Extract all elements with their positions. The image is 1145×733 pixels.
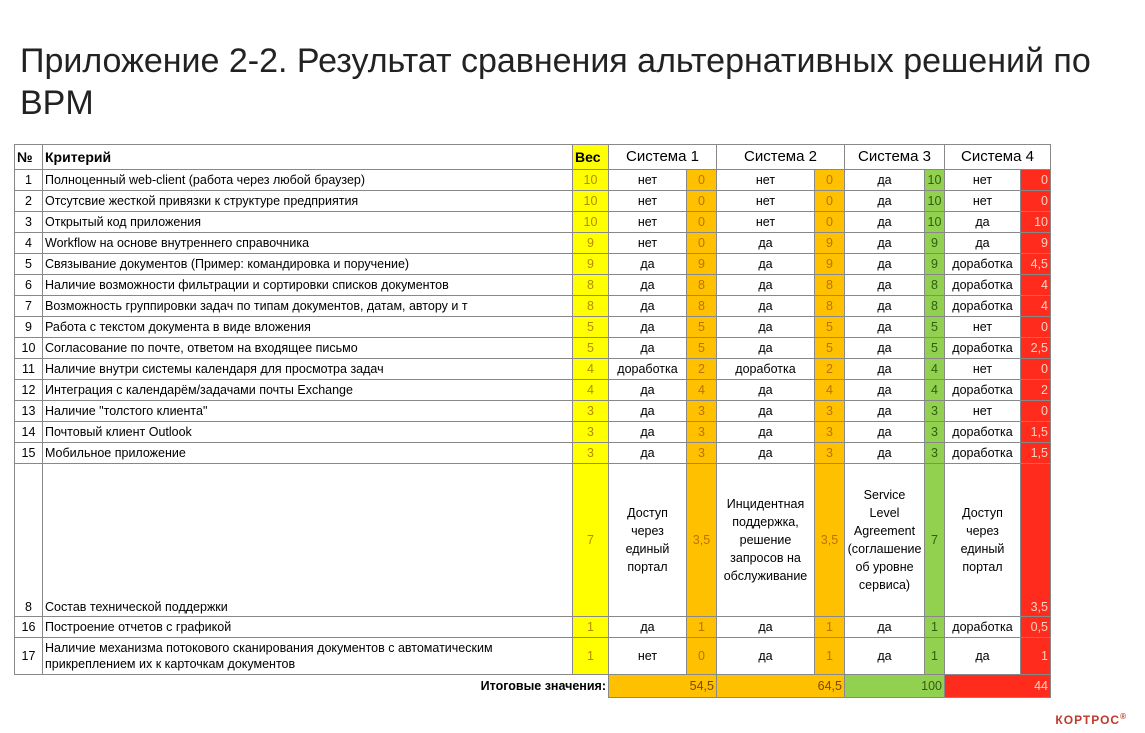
row-weight: 4	[573, 380, 609, 401]
row-weight: 3	[573, 422, 609, 443]
system-3-answer: да	[845, 401, 925, 422]
system-2-score: 3	[815, 401, 845, 422]
system-4-score: 3,5	[1021, 464, 1051, 617]
row-number: 4	[15, 233, 43, 254]
system-1-score: 0	[687, 233, 717, 254]
comparison-table-wrap	[14, 144, 1051, 698]
system-2-answer: да	[717, 233, 815, 254]
row-weight: 3	[573, 443, 609, 464]
table-row	[15, 233, 1051, 254]
system-2-score: 5	[815, 338, 845, 359]
table-row	[15, 638, 1051, 675]
row-criterion: Мобильное приложение	[43, 443, 573, 464]
row-number: 6	[15, 275, 43, 296]
system-4-answer: доработка	[945, 380, 1021, 401]
system-4-answer: нет	[945, 191, 1021, 212]
system-2-score: 3	[815, 443, 845, 464]
system-1-score: 9	[687, 254, 717, 275]
system-3-score: 3	[925, 401, 945, 422]
system-3-answer: да	[845, 296, 925, 317]
row-criterion: Workflow на основе внутреннего справочника	[43, 233, 573, 254]
system-2-score: 3	[815, 422, 845, 443]
system-2-answer: да	[717, 401, 815, 422]
system-4-score: 2	[1021, 380, 1051, 401]
system-1-score: 0	[687, 191, 717, 212]
system-3-score: 10	[925, 212, 945, 233]
totals-row	[15, 675, 1051, 698]
row-number: 1	[15, 170, 43, 191]
system-2-answer: да	[717, 254, 815, 275]
system-4-answer: да	[945, 638, 1021, 675]
system-2-score: 1	[815, 638, 845, 675]
table-row	[15, 275, 1051, 296]
system-3-answer: да	[845, 617, 925, 638]
row-number: 2	[15, 191, 43, 212]
system-3-score: 1	[925, 617, 945, 638]
row-number: 9	[15, 317, 43, 338]
row-number: 12	[15, 380, 43, 401]
system-3-answer: да	[845, 275, 925, 296]
system-1-answer: да	[609, 617, 687, 638]
row-criterion: Полноценный web-client (работа через любой браузер)	[43, 170, 573, 191]
system-1-answer: нет	[609, 233, 687, 254]
header-weight: Вес	[573, 145, 609, 170]
table-row	[15, 380, 1051, 401]
row-number: 14	[15, 422, 43, 443]
table-row	[15, 359, 1051, 380]
system-1-answer: да	[609, 296, 687, 317]
system-3-score: 5	[925, 317, 945, 338]
system-3-answer: да	[845, 233, 925, 254]
system-4-score: 4,5	[1021, 254, 1051, 275]
system-4-score: 1,5	[1021, 443, 1051, 464]
system-3-answer: да	[845, 317, 925, 338]
row-criterion: Наличие внутри системы календаря для просмотра задач	[43, 359, 573, 380]
row-weight: 5	[573, 317, 609, 338]
header-criterion: Критерий	[43, 145, 573, 170]
system-4-score: 1	[1021, 638, 1051, 675]
system-4-answer: нет	[945, 317, 1021, 338]
table-row	[15, 170, 1051, 191]
system-2-score: 8	[815, 275, 845, 296]
page-title: Приложение 2-2. Результат сравнения альтернативных решений по BPM	[20, 42, 1091, 122]
header-row	[15, 145, 1051, 170]
row-number: 11	[15, 359, 43, 380]
system-3-score: 7	[925, 464, 945, 617]
row-criterion: Согласование по почте, ответом на входящее письмо	[43, 338, 573, 359]
header-system-2: Система 2	[717, 145, 845, 170]
total-system-3: 100	[845, 675, 945, 698]
system-1-score: 2	[687, 359, 717, 380]
row-criterion: Работа с текстом документа в виде вложения	[43, 317, 573, 338]
table-row	[15, 191, 1051, 212]
system-2-score: 3,5	[815, 464, 845, 617]
header-no: №	[15, 145, 43, 170]
system-1-score: 3	[687, 401, 717, 422]
row-weight: 1	[573, 638, 609, 675]
header-system-1: Система 1	[609, 145, 717, 170]
system-4-score: 4	[1021, 275, 1051, 296]
system-2-score: 9	[815, 233, 845, 254]
system-4-score: 10	[1021, 212, 1051, 233]
system-4-answer: доработка	[945, 338, 1021, 359]
system-1-score: 0	[687, 212, 717, 233]
table-row	[15, 296, 1051, 317]
system-1-answer: да	[609, 443, 687, 464]
row-number: 16	[15, 617, 43, 638]
row-criterion: Возможность группировки задач по типам документов, датам, автору и т	[43, 296, 573, 317]
row-criterion: Открытый код приложения	[43, 212, 573, 233]
system-2-answer: да	[717, 422, 815, 443]
system-1-score: 3,5	[687, 464, 717, 617]
system-1-score: 0	[687, 638, 717, 675]
system-4-score: 9	[1021, 233, 1051, 254]
system-1-answer: да	[609, 275, 687, 296]
system-3-answer: Service Level Agreement (соглашение об уровне сервиса)	[845, 464, 925, 617]
table-row	[15, 422, 1051, 443]
system-1-answer: нет	[609, 212, 687, 233]
row-weight: 4	[573, 359, 609, 380]
system-3-score: 10	[925, 191, 945, 212]
row-weight: 9	[573, 233, 609, 254]
system-1-answer: да	[609, 422, 687, 443]
system-4-score: 1,5	[1021, 422, 1051, 443]
system-3-score: 3	[925, 422, 945, 443]
system-4-score: 0	[1021, 191, 1051, 212]
system-3-score: 8	[925, 275, 945, 296]
system-4-answer: да	[945, 233, 1021, 254]
system-2-answer: да	[717, 338, 815, 359]
system-1-score: 4	[687, 380, 717, 401]
system-3-answer: да	[845, 254, 925, 275]
row-criterion: Почтовый клиент Outlook	[43, 422, 573, 443]
total-system-2: 64,5	[717, 675, 845, 698]
row-weight: 8	[573, 275, 609, 296]
system-4-answer: нет	[945, 401, 1021, 422]
system-1-answer: нет	[609, 638, 687, 675]
system-2-score: 1	[815, 617, 845, 638]
system-4-answer: доработка	[945, 422, 1021, 443]
system-2-answer: нет	[717, 191, 815, 212]
system-1-answer: Доступ через единый портал	[609, 464, 687, 617]
system-1-score: 8	[687, 296, 717, 317]
system-2-answer: нет	[717, 212, 815, 233]
system-1-score: 3	[687, 422, 717, 443]
system-1-answer: да	[609, 380, 687, 401]
row-number: 10	[15, 338, 43, 359]
system-3-score: 4	[925, 380, 945, 401]
system-1-answer: да	[609, 254, 687, 275]
row-number: 15	[15, 443, 43, 464]
system-2-answer: да	[717, 443, 815, 464]
row-number: 13	[15, 401, 43, 422]
table-row	[15, 443, 1051, 464]
system-2-answer: доработка	[717, 359, 815, 380]
row-number: 8	[15, 464, 43, 617]
system-3-score: 4	[925, 359, 945, 380]
row-criterion: Наличие "толстого клиента"	[43, 401, 573, 422]
system-2-score: 0	[815, 170, 845, 191]
system-2-score: 0	[815, 191, 845, 212]
system-2-answer: да	[717, 317, 815, 338]
total-system-1: 54,5	[609, 675, 717, 698]
system-2-answer: да	[717, 275, 815, 296]
row-criterion: Связывание документов (Пример: командировка и поручение)	[43, 254, 573, 275]
system-1-score: 8	[687, 275, 717, 296]
row-weight: 10	[573, 170, 609, 191]
system-2-answer: да	[717, 617, 815, 638]
system-2-answer: да	[717, 380, 815, 401]
system-4-score: 4	[1021, 296, 1051, 317]
system-4-score: 0	[1021, 317, 1051, 338]
system-3-answer: да	[845, 422, 925, 443]
company-logo: КОРТРОС®	[1055, 712, 1127, 727]
system-3-answer: да	[845, 443, 925, 464]
system-4-answer: да	[945, 212, 1021, 233]
system-4-score: 2,5	[1021, 338, 1051, 359]
row-weight: 7	[573, 464, 609, 617]
system-3-score: 8	[925, 296, 945, 317]
system-4-answer: доработка	[945, 296, 1021, 317]
row-number: 7	[15, 296, 43, 317]
system-1-score: 5	[687, 338, 717, 359]
row-weight: 10	[573, 191, 609, 212]
system-1-answer: да	[609, 401, 687, 422]
header-system-3: Система 3	[845, 145, 945, 170]
system-4-answer: нет	[945, 359, 1021, 380]
system-1-score: 0	[687, 170, 717, 191]
system-4-score: 0,5	[1021, 617, 1051, 638]
row-weight: 3	[573, 401, 609, 422]
system-2-score: 4	[815, 380, 845, 401]
system-2-score: 0	[815, 212, 845, 233]
system-1-score: 3	[687, 443, 717, 464]
system-3-answer: да	[845, 338, 925, 359]
system-3-answer: да	[845, 638, 925, 675]
system-3-answer: да	[845, 380, 925, 401]
system-1-score: 1	[687, 617, 717, 638]
system-3-answer: да	[845, 212, 925, 233]
table-row	[15, 254, 1051, 275]
system-1-answer: нет	[609, 191, 687, 212]
table-row	[15, 401, 1051, 422]
system-3-answer: да	[845, 170, 925, 191]
row-weight: 9	[573, 254, 609, 275]
row-criterion: Интеграция с календарём/задачами почты Exchange	[43, 380, 573, 401]
system-4-score: 0	[1021, 359, 1051, 380]
system-3-score: 3	[925, 443, 945, 464]
system-1-answer: да	[609, 317, 687, 338]
system-2-score: 8	[815, 296, 845, 317]
system-2-answer: да	[717, 638, 815, 675]
system-3-score: 10	[925, 170, 945, 191]
row-weight: 5	[573, 338, 609, 359]
totals-label: Итоговые значения:	[480, 679, 606, 694]
system-3-score: 5	[925, 338, 945, 359]
system-1-score: 5	[687, 317, 717, 338]
row-criterion: Наличие возможности фильтрации и сортировки списков документов	[43, 275, 573, 296]
system-4-score: 0	[1021, 170, 1051, 191]
row-criterion: Наличие механизма потокового сканирования документов с автоматическим прикреплением их к карточкам документов	[43, 638, 573, 675]
row-weight: 1	[573, 617, 609, 638]
header-system-4: Система 4	[945, 145, 1051, 170]
table-row	[15, 617, 1051, 638]
system-4-answer: доработка	[945, 275, 1021, 296]
table-row	[15, 212, 1051, 233]
row-criterion: Построение отчетов с графикой	[43, 617, 573, 638]
system-4-answer: доработка	[945, 254, 1021, 275]
system-4-answer: доработка	[945, 617, 1021, 638]
system-4-answer: нет	[945, 170, 1021, 191]
system-4-score: 0	[1021, 401, 1051, 422]
system-3-answer: да	[845, 191, 925, 212]
system-3-score: 9	[925, 254, 945, 275]
table-row	[15, 317, 1051, 338]
row-weight: 8	[573, 296, 609, 317]
system-2-answer: да	[717, 296, 815, 317]
row-number: 5	[15, 254, 43, 275]
row-weight: 10	[573, 212, 609, 233]
system-1-answer: нет	[609, 170, 687, 191]
system-2-score: 9	[815, 254, 845, 275]
system-2-score: 2	[815, 359, 845, 380]
table-row	[15, 338, 1051, 359]
row-number: 17	[15, 638, 43, 675]
comparison-table	[14, 144, 1051, 698]
total-system-4: 44	[945, 675, 1051, 698]
system-3-score: 9	[925, 233, 945, 254]
system-1-answer: доработка	[609, 359, 687, 380]
system-3-score: 1	[925, 638, 945, 675]
row-criterion: Состав технической поддержки	[43, 464, 573, 617]
system-1-answer: да	[609, 338, 687, 359]
system-2-answer: нет	[717, 170, 815, 191]
system-4-answer: Доступ через единый портал	[945, 464, 1021, 617]
table-row	[15, 464, 1051, 617]
system-4-answer: доработка	[945, 443, 1021, 464]
row-number: 3	[15, 212, 43, 233]
row-criterion: Отсутсвие жесткой привязки к структуре предприятия	[43, 191, 573, 212]
system-2-answer: Инцидентная поддержка, решение запросов на обслуживание	[717, 464, 815, 617]
system-3-answer: да	[845, 359, 925, 380]
system-2-score: 5	[815, 317, 845, 338]
